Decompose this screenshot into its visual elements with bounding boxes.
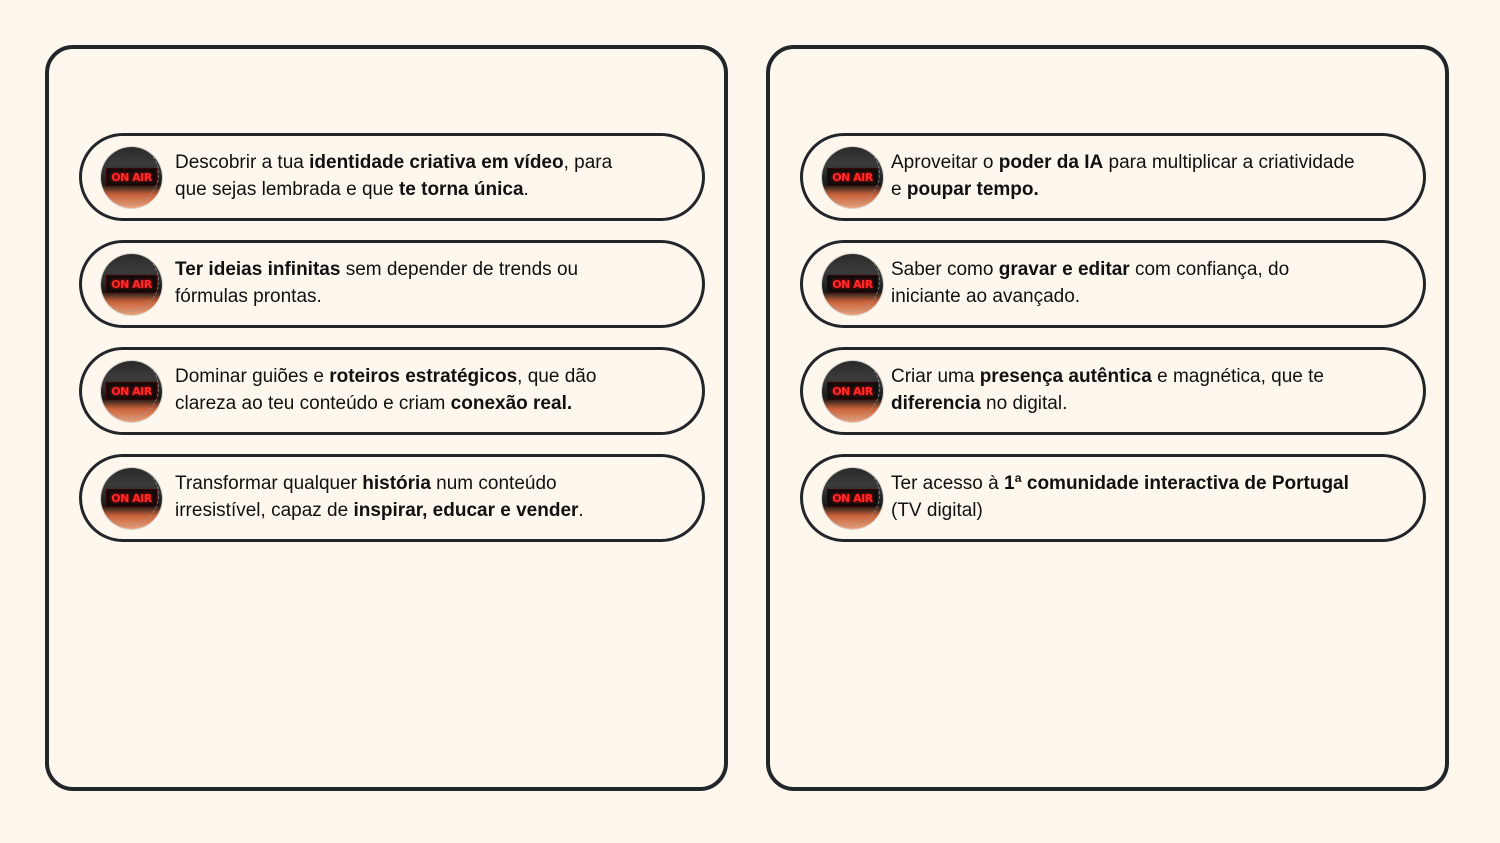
benefit-text-run: que sejas lembrada e que — [175, 178, 399, 200]
on-air-sign-text: ON AIR — [832, 277, 873, 291]
benefit-text-bold: te torna única — [398, 178, 524, 200]
benefit-text-run: Criar uma — [891, 366, 980, 387]
benefits-panel-left — [45, 45, 728, 791]
benefit-text — [175, 364, 686, 417]
benefit-text-run: Descobrir a tua — [175, 152, 310, 173]
benefit-text-run: e — [891, 178, 907, 200]
on-air-sign-icon — [101, 361, 162, 422]
on-air-sign-icon — [101, 254, 162, 315]
benefit-text-bold: presença autêntica — [979, 366, 1152, 387]
on-air-sign-text: ON AIR — [111, 170, 152, 184]
benefit-text-bold: poder da IA — [998, 152, 1104, 173]
on-air-sign-icon — [822, 361, 883, 422]
benefit-text-run: sem depender de trends ou — [340, 259, 579, 280]
benefit-text-bold: poupar tempo. — [906, 178, 1039, 200]
benefit-text-run: Aproveitar o — [891, 152, 999, 173]
benefit-text-run: Saber como — [891, 259, 999, 280]
on-air-sign-icon — [822, 254, 883, 315]
benefit-text — [891, 471, 1417, 524]
benefit-item — [800, 133, 1426, 221]
benefit-text-run: . — [523, 178, 529, 200]
on-air-sign-icon — [101, 147, 162, 208]
benefit-item — [79, 240, 705, 328]
benefit-text-bold: 1ª comunidade interactiva de Portugal — [1004, 473, 1349, 494]
benefit-text-run: no digital. — [980, 392, 1068, 414]
benefit-item — [800, 454, 1426, 542]
benefit-text — [891, 150, 1417, 203]
benefit-text-bold: gravar e editar — [998, 259, 1130, 280]
on-air-sign-icon — [822, 147, 883, 208]
benefit-item — [79, 454, 705, 542]
benefit-text-bold: história — [362, 473, 431, 494]
benefit-text-run: Transformar qualquer — [175, 473, 363, 494]
benefit-text-bold: roteiros estratégicos — [329, 366, 518, 387]
benefit-text-run: clareza ao teu conteúdo e criam — [175, 392, 451, 414]
benefit-text — [175, 471, 686, 524]
on-air-sign-text: ON AIR — [111, 384, 152, 398]
benefit-text-run: Dominar guiões e — [175, 366, 330, 387]
benefit-text-run: , que dão — [517, 366, 597, 387]
on-air-sign-text: ON AIR — [832, 491, 873, 505]
benefit-text-bold: inspirar, educar e vender — [353, 499, 579, 521]
benefit-text-run: Ter acesso à — [891, 473, 1004, 494]
on-air-sign-icon — [101, 468, 162, 529]
benefit-text-run: (TV digital) — [891, 499, 983, 521]
benefit-item — [800, 240, 1426, 328]
benefit-text-run: , para — [563, 152, 613, 173]
on-air-sign-icon — [822, 468, 883, 529]
benefit-text-run: . — [578, 499, 584, 521]
benefit-text-run: irresistível, capaz de — [175, 499, 354, 521]
benefit-text — [891, 364, 1417, 417]
benefit-text-run: com confiança, do — [1129, 259, 1290, 280]
on-air-sign-text: ON AIR — [832, 384, 873, 398]
benefit-text-run: iniciante ao avançado. — [891, 285, 1081, 307]
benefits-panel-right — [766, 45, 1449, 791]
on-air-sign-text: ON AIR — [111, 277, 152, 291]
benefit-text-bold: conexão real. — [450, 392, 573, 414]
benefit-text-bold: diferencia — [891, 392, 981, 414]
benefit-text — [891, 257, 1417, 310]
benefit-item — [800, 347, 1426, 435]
benefit-item — [79, 347, 705, 435]
benefit-item — [79, 133, 705, 221]
benefit-text-run: para multiplicar a criatividade — [1103, 152, 1355, 173]
on-air-sign-text: ON AIR — [832, 170, 873, 184]
on-air-sign-text: ON AIR — [111, 491, 152, 505]
benefit-text — [175, 150, 686, 203]
benefit-text-run: num conteúdo — [430, 473, 557, 494]
benefit-text-bold: identidade criativa em vídeo — [309, 152, 564, 173]
benefit-text — [175, 257, 686, 310]
benefit-text-run: fórmulas prontas. — [175, 285, 322, 307]
benefit-text-bold: Ter ideias infinitas — [175, 259, 341, 280]
benefit-text-run: e magnética, que te — [1151, 366, 1324, 387]
